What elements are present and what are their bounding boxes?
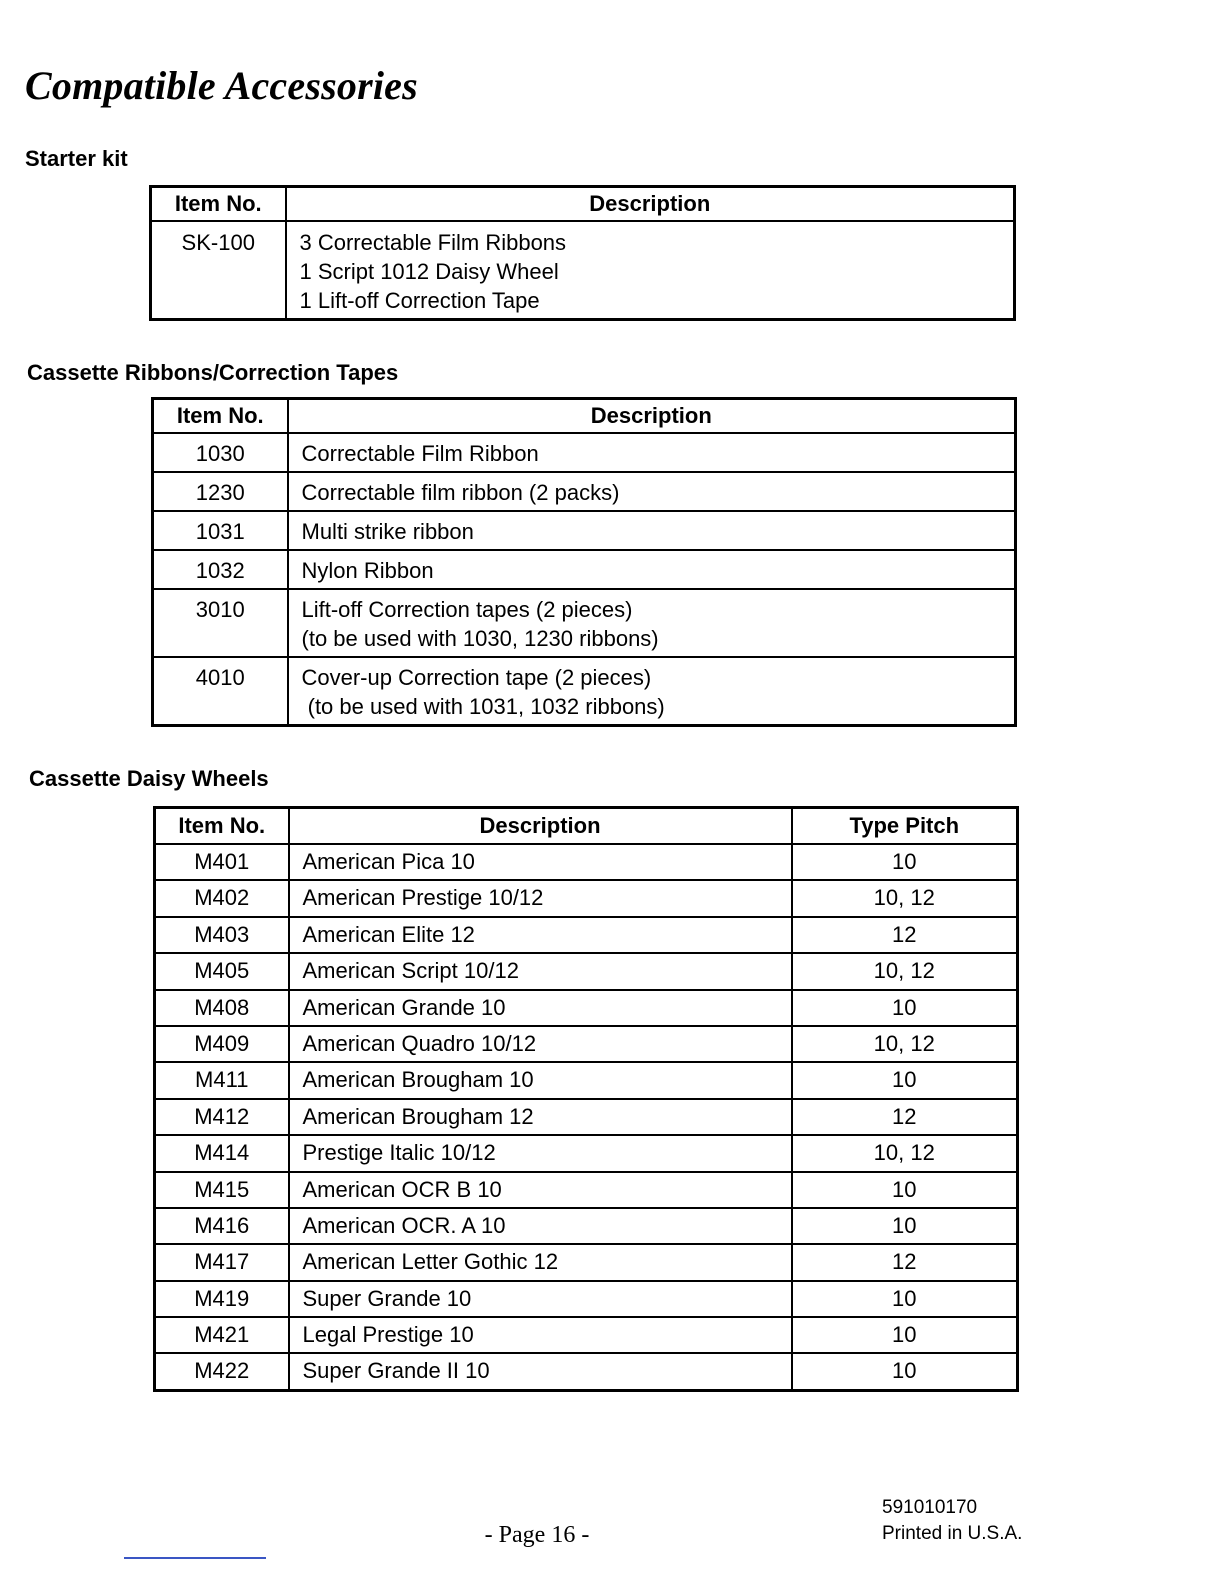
item-number-cell bbox=[153, 657, 288, 726]
type-pitch-cell: 10 bbox=[792, 990, 1018, 1026]
column-header-description: Description bbox=[286, 187, 1015, 222]
table-row bbox=[151, 221, 1015, 320]
starter-kit-heading: Starter kit bbox=[25, 146, 128, 171]
description-cell bbox=[288, 550, 1016, 589]
column-header-item-no: Item No. bbox=[151, 187, 286, 222]
ribbons-table bbox=[151, 397, 1017, 727]
description-line: Correctable Film Ribbon bbox=[301, 441, 539, 466]
table-row bbox=[153, 589, 1016, 657]
description-cell bbox=[288, 589, 1016, 657]
description-cell: American Letter Gothic 12 bbox=[289, 1244, 792, 1280]
description-cell: American Grande 10 bbox=[289, 990, 792, 1026]
description-cell bbox=[286, 221, 1015, 320]
item-number-cell: M412 bbox=[155, 1099, 289, 1135]
description-line: 1 Script 1012 Daisy Wheel bbox=[299, 259, 559, 284]
table-row bbox=[155, 844, 1018, 880]
item-number: 3010 bbox=[195, 597, 245, 622]
description-cell bbox=[288, 472, 1016, 511]
description-cell: Super Grande 10 bbox=[289, 1281, 792, 1317]
decorative-underline bbox=[124, 1557, 266, 1559]
item-number-cell: M415 bbox=[155, 1172, 289, 1208]
description-cell: American OCR B 10 bbox=[289, 1172, 792, 1208]
item-number: 1032 bbox=[195, 558, 245, 583]
table-row bbox=[155, 880, 1018, 916]
item-number: 1230 bbox=[195, 480, 245, 505]
starter-kit-table bbox=[149, 185, 1016, 321]
table-row bbox=[153, 472, 1016, 511]
type-pitch-cell: 10 bbox=[792, 1281, 1018, 1317]
column-header-type-pitch: Type Pitch bbox=[792, 808, 1018, 845]
item-number-cell: M405 bbox=[155, 953, 289, 989]
table-row bbox=[155, 990, 1018, 1026]
description-cell: American Script 10/12 bbox=[289, 953, 792, 989]
column-header-description: Description bbox=[288, 399, 1016, 434]
item-number-cell: M408 bbox=[155, 990, 289, 1026]
item-number-cell: M416 bbox=[155, 1208, 289, 1244]
description-cell bbox=[288, 433, 1016, 472]
description-line: (to be used with 1030, 1230 ribbons) bbox=[301, 626, 659, 651]
description-line: Cover-up Correction tape (2 pieces) bbox=[301, 665, 652, 690]
table-header-row bbox=[153, 399, 1016, 434]
type-pitch-cell: 12 bbox=[792, 1244, 1018, 1280]
description-line: Lift-off Correction tapes (2 pieces) bbox=[301, 597, 633, 622]
description-cell bbox=[288, 511, 1016, 550]
item-number-cell: M401 bbox=[155, 844, 289, 880]
table-row bbox=[153, 550, 1016, 589]
description-line: 3 Correctable Film Ribbons bbox=[299, 230, 567, 255]
table-row bbox=[155, 1062, 1018, 1098]
description-cell: American Pica 10 bbox=[289, 844, 792, 880]
table-header-row bbox=[151, 187, 1015, 222]
item-number-cell: M411 bbox=[155, 1062, 289, 1098]
item-number-cell bbox=[153, 511, 288, 550]
item-number-cell: M421 bbox=[155, 1317, 289, 1353]
type-pitch-cell: 12 bbox=[792, 1099, 1018, 1135]
type-pitch-cell: 10 bbox=[792, 1317, 1018, 1353]
description-cell: Legal Prestige 10 bbox=[289, 1317, 792, 1353]
type-pitch-cell: 10, 12 bbox=[792, 1026, 1018, 1062]
description-line: Nylon Ribbon bbox=[301, 558, 434, 583]
item-number-cell bbox=[151, 221, 286, 320]
printed-in-note: Printed in U.S.A. bbox=[882, 1523, 1023, 1544]
item-number: 4010 bbox=[195, 665, 245, 690]
table-row bbox=[155, 1353, 1018, 1390]
description-cell: American OCR. A 10 bbox=[289, 1208, 792, 1244]
item-number-cell: M417 bbox=[155, 1244, 289, 1280]
table-row bbox=[155, 917, 1018, 953]
table-row bbox=[155, 1135, 1018, 1171]
description-line: Correctable film ribbon (2 packs) bbox=[301, 480, 620, 505]
description-cell bbox=[288, 657, 1016, 726]
type-pitch-cell: 10, 12 bbox=[792, 880, 1018, 916]
item-number-cell: M403 bbox=[155, 917, 289, 953]
column-header-description: Description bbox=[289, 808, 792, 845]
item-number-cell: M409 bbox=[155, 1026, 289, 1062]
type-pitch-cell: 10, 12 bbox=[792, 953, 1018, 989]
description-cell: American Prestige 10/12 bbox=[289, 880, 792, 916]
item-number-cell: M422 bbox=[155, 1353, 289, 1390]
daisy-wheels-heading: Cassette Daisy Wheels bbox=[29, 766, 269, 791]
table-row bbox=[155, 1172, 1018, 1208]
table-row bbox=[155, 1244, 1018, 1280]
type-pitch-cell: 12 bbox=[792, 917, 1018, 953]
description-cell: American Quadro 10/12 bbox=[289, 1026, 792, 1062]
table-row bbox=[155, 1099, 1018, 1135]
item-number: SK-100 bbox=[181, 230, 255, 255]
item-number-cell bbox=[153, 550, 288, 589]
description-cell: American Brougham 10 bbox=[289, 1062, 792, 1098]
page-number: - Page 16 - bbox=[484, 1522, 590, 1548]
description-cell: Prestige Italic 10/12 bbox=[289, 1135, 792, 1171]
item-number: 1031 bbox=[195, 519, 245, 544]
column-header-item-no: Item No. bbox=[155, 808, 289, 845]
item-number-cell bbox=[153, 472, 288, 511]
type-pitch-cell: 10 bbox=[792, 1172, 1018, 1208]
table-row bbox=[155, 1317, 1018, 1353]
column-header-item-no: Item No. bbox=[153, 399, 288, 434]
type-pitch-cell: 10, 12 bbox=[792, 1135, 1018, 1171]
description-cell: American Elite 12 bbox=[289, 917, 792, 953]
daisy-wheels-table bbox=[153, 806, 1019, 1392]
description-line: Multi strike ribbon bbox=[301, 519, 474, 544]
page-title: Compatible Accessories bbox=[25, 63, 418, 108]
document-code: 591010170 bbox=[882, 1497, 978, 1518]
type-pitch-cell: 10 bbox=[792, 1208, 1018, 1244]
table-row bbox=[153, 657, 1016, 726]
item-number-cell bbox=[153, 433, 288, 472]
item-number-cell bbox=[153, 589, 288, 657]
item-number-cell: M402 bbox=[155, 880, 289, 916]
type-pitch-cell: 10 bbox=[792, 1062, 1018, 1098]
table-header-row bbox=[155, 808, 1018, 845]
item-number: 1030 bbox=[195, 441, 245, 466]
table-row bbox=[155, 953, 1018, 989]
ribbons-heading: Cassette Ribbons/Correction Tapes bbox=[27, 360, 399, 385]
description-cell: American Brougham 12 bbox=[289, 1099, 792, 1135]
table-row bbox=[153, 511, 1016, 550]
type-pitch-cell: 10 bbox=[792, 844, 1018, 880]
item-number-cell: M414 bbox=[155, 1135, 289, 1171]
table-row bbox=[155, 1026, 1018, 1062]
description-cell: Super Grande II 10 bbox=[289, 1353, 792, 1390]
table-row bbox=[155, 1281, 1018, 1317]
table-row bbox=[155, 1208, 1018, 1244]
type-pitch-cell: 10 bbox=[792, 1353, 1018, 1390]
description-line: (to be used with 1031, 1032 ribbons) bbox=[301, 694, 665, 719]
table-row bbox=[153, 433, 1016, 472]
description-line: 1 Lift-off Correction Tape bbox=[299, 288, 540, 313]
item-number-cell: M419 bbox=[155, 1281, 289, 1317]
